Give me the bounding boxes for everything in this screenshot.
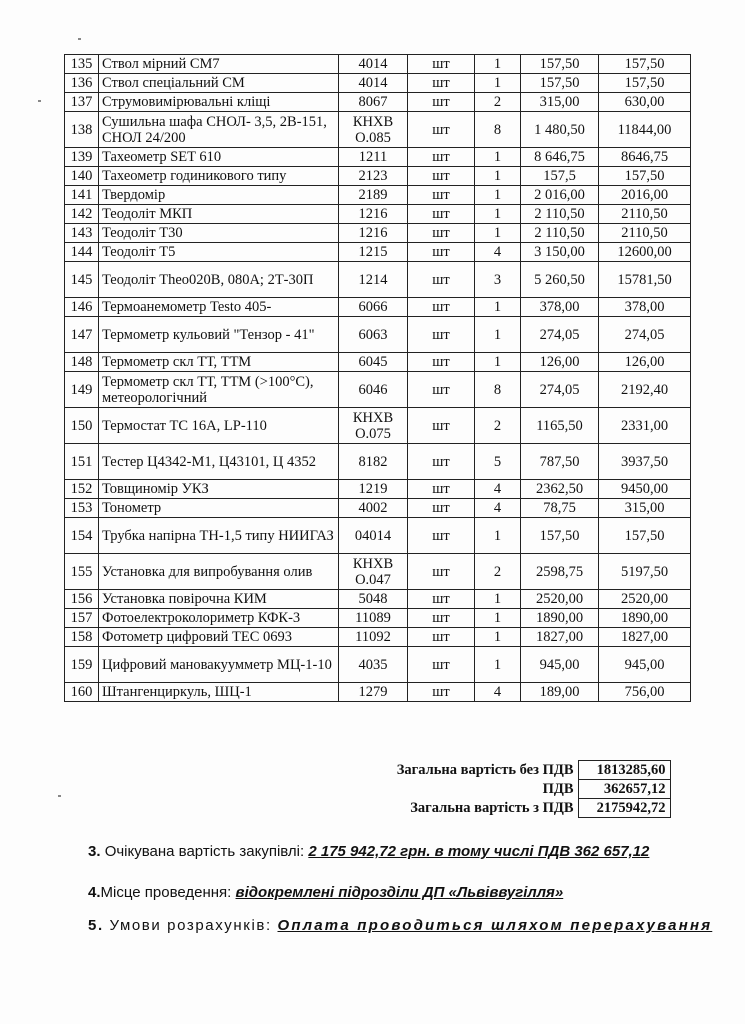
item-code: 6063 — [339, 317, 408, 353]
table-row — [65, 112, 691, 148]
item-total: 274,05 — [599, 317, 691, 353]
item-quantity: 1 — [475, 224, 521, 243]
section-payment-terms — [88, 917, 712, 934]
expected-cost-value: 2 175 942,72 грн. в тому числі ПДВ 362 657,12 — [308, 843, 650, 860]
item-name: Термостат ТС 16А, LP-110 — [99, 408, 339, 444]
item-code: 1211 — [339, 148, 408, 167]
item-code: КНХВ О.085 — [339, 112, 408, 148]
item-quantity: 4 — [475, 683, 521, 702]
row-number: 142 — [65, 205, 99, 224]
row-number: 140 — [65, 167, 99, 186]
vat-label: ПДВ — [542, 781, 574, 797]
vat-value: 362657,12 — [578, 780, 670, 799]
item-total: 1890,00 — [599, 609, 691, 628]
item-quantity: 8 — [475, 112, 521, 148]
item-unit: шт — [408, 353, 475, 372]
item-price: 315,00 — [521, 93, 599, 112]
item-code: 8067 — [339, 93, 408, 112]
item-total: 15781,50 — [599, 262, 691, 298]
row-number: 151 — [65, 444, 99, 480]
table-row — [65, 444, 691, 480]
row-number: 159 — [65, 647, 99, 683]
item-name: Трубка напірна ТН-1,5 типу НИИГАЗ — [99, 518, 339, 554]
item-quantity: 1 — [475, 353, 521, 372]
item-unit: шт — [408, 93, 475, 112]
item-quantity: 4 — [475, 480, 521, 499]
item-name: Ствол спеціальний СМ — [99, 74, 339, 93]
item-unit: шт — [408, 205, 475, 224]
item-name: Товщиномір УКЗ — [99, 480, 339, 499]
item-total: 2110,50 — [599, 205, 691, 224]
item-name: Тонометр — [99, 499, 339, 518]
item-name: Фотометр цифровий ТЕС 0693 — [99, 628, 339, 647]
item-quantity: 2 — [475, 554, 521, 590]
item-quantity: 1 — [475, 628, 521, 647]
row-number: 139 — [65, 148, 99, 167]
item-name: Тахеометр годиникового типу — [99, 167, 339, 186]
item-unit: шт — [408, 647, 475, 683]
table-row — [65, 372, 691, 408]
item-code: 11092 — [339, 628, 408, 647]
item-total: 157,50 — [599, 55, 691, 74]
location-value: відокремлені підрозділи ДП «Львіввугілля» — [235, 884, 564, 901]
table-row — [65, 408, 691, 444]
section-location — [88, 884, 563, 901]
item-name: Термометр кульовий "Тензор - 41" — [99, 317, 339, 353]
item-name: Теодоліт МКП — [99, 205, 339, 224]
section-label: Очікувана вартість закупівлі: — [104, 843, 305, 860]
item-total: 157,50 — [599, 74, 691, 93]
row-number: 146 — [65, 298, 99, 317]
item-total: 2520,00 — [599, 590, 691, 609]
item-price: 1890,00 — [521, 609, 599, 628]
item-name: Тестер Ц4342-М1, Ц43101, Ц 4352 — [99, 444, 339, 480]
item-code: 6066 — [339, 298, 408, 317]
row-number: 157 — [65, 609, 99, 628]
item-price: 945,00 — [521, 647, 599, 683]
item-price: 3 150,00 — [521, 243, 599, 262]
table-row — [65, 93, 691, 112]
total-with-vat-label: Загальна вартість з ПДВ — [410, 800, 574, 816]
item-price: 2362,50 — [521, 480, 599, 499]
item-code: 11089 — [339, 609, 408, 628]
row-number: 158 — [65, 628, 99, 647]
item-total: 2110,50 — [599, 224, 691, 243]
section-number: 3. — [88, 843, 101, 860]
item-code: 1219 — [339, 480, 408, 499]
item-unit: шт — [408, 609, 475, 628]
item-name: Теодоліт Theo020B, 080A; 2Т-30П — [99, 262, 339, 298]
row-number: 138 — [65, 112, 99, 148]
item-name: Сушильна шафа СНОЛ- 3,5, 2В-151, СНОЛ 24/200 — [99, 112, 339, 148]
item-quantity: 1 — [475, 74, 521, 93]
item-price: 1 480,50 — [521, 112, 599, 148]
item-unit: шт — [408, 683, 475, 702]
table-row — [65, 480, 691, 499]
item-total: 3937,50 — [599, 444, 691, 480]
item-code: 1215 — [339, 243, 408, 262]
item-unit: шт — [408, 480, 475, 499]
item-code: 04014 — [339, 518, 408, 554]
item-total: 315,00 — [599, 499, 691, 518]
table-row — [65, 590, 691, 609]
item-code: КНХВ О.075 — [339, 408, 408, 444]
item-quantity: 1 — [475, 55, 521, 74]
item-quantity: 1 — [475, 298, 521, 317]
item-name: Установка повірочна КИМ — [99, 590, 339, 609]
item-code: 6045 — [339, 353, 408, 372]
item-price: 274,05 — [521, 317, 599, 353]
section-label: Умови розрахунків: — [109, 917, 272, 934]
item-total: 630,00 — [599, 93, 691, 112]
item-total: 12600,00 — [599, 243, 691, 262]
row-number: 150 — [65, 408, 99, 444]
row-number: 141 — [65, 186, 99, 205]
item-total: 378,00 — [599, 298, 691, 317]
row-number: 143 — [65, 224, 99, 243]
item-unit: шт — [408, 408, 475, 444]
row-number: 136 — [65, 74, 99, 93]
item-total: 9450,00 — [599, 480, 691, 499]
table-row — [65, 298, 691, 317]
item-quantity: 3 — [475, 262, 521, 298]
item-price: 2520,00 — [521, 590, 599, 609]
total-without-vat-value: 1813285,60 — [578, 761, 670, 780]
item-price: 787,50 — [521, 444, 599, 480]
item-unit: шт — [408, 55, 475, 74]
table-row — [65, 262, 691, 298]
item-total: 756,00 — [599, 683, 691, 702]
row-number: 135 — [65, 55, 99, 74]
table-row — [65, 55, 691, 74]
item-quantity: 1 — [475, 590, 521, 609]
item-price: 8 646,75 — [521, 148, 599, 167]
item-unit: шт — [408, 167, 475, 186]
item-total: 945,00 — [599, 647, 691, 683]
item-code: 2189 — [339, 186, 408, 205]
section-label: Місце проведення: — [100, 884, 232, 901]
item-unit: шт — [408, 628, 475, 647]
item-price: 1165,50 — [521, 408, 599, 444]
total-without-vat-row — [64, 761, 670, 780]
item-price: 2 110,50 — [521, 205, 599, 224]
table-row — [65, 353, 691, 372]
item-name: Теодоліт Т5 — [99, 243, 339, 262]
row-number: 145 — [65, 262, 99, 298]
item-code: 2123 — [339, 167, 408, 186]
table-row — [65, 317, 691, 353]
scan-speck — [58, 795, 61, 797]
item-quantity: 1 — [475, 609, 521, 628]
total-with-vat-row — [64, 799, 670, 818]
item-code: 4002 — [339, 499, 408, 518]
table-row — [65, 148, 691, 167]
item-code: 5048 — [339, 590, 408, 609]
item-price: 126,00 — [521, 353, 599, 372]
item-total: 157,50 — [599, 167, 691, 186]
row-number: 148 — [65, 353, 99, 372]
item-price: 2598,75 — [521, 554, 599, 590]
row-number: 155 — [65, 554, 99, 590]
vat-row — [64, 780, 670, 799]
item-name: Теодоліт Т30 — [99, 224, 339, 243]
section-expected-cost — [88, 843, 649, 860]
item-code: 8182 — [339, 444, 408, 480]
item-quantity: 1 — [475, 317, 521, 353]
item-quantity: 2 — [475, 93, 521, 112]
item-code: 4014 — [339, 55, 408, 74]
table-row — [65, 683, 691, 702]
item-name: Установка для випробування олив — [99, 554, 339, 590]
item-quantity: 1 — [475, 518, 521, 554]
item-quantity: 4 — [475, 499, 521, 518]
item-price: 5 260,50 — [521, 262, 599, 298]
item-quantity: 1 — [475, 186, 521, 205]
row-number: 154 — [65, 518, 99, 554]
table-row — [65, 224, 691, 243]
equipment-table — [64, 54, 691, 702]
item-code: 1216 — [339, 224, 408, 243]
item-quantity: 2 — [475, 408, 521, 444]
item-unit: шт — [408, 74, 475, 93]
item-total: 11844,00 — [599, 112, 691, 148]
item-name: Тахеометр SET 610 — [99, 148, 339, 167]
item-unit: шт — [408, 224, 475, 243]
item-unit: шт — [408, 518, 475, 554]
item-price: 157,50 — [521, 518, 599, 554]
table-row — [65, 167, 691, 186]
table-row — [65, 609, 691, 628]
item-code: 1279 — [339, 683, 408, 702]
item-name: Штангенциркуль, ШЦ-1 — [99, 683, 339, 702]
item-code: 1214 — [339, 262, 408, 298]
item-total: 2016,00 — [599, 186, 691, 205]
item-name: Цифровий мановакуумметр МЦ-1-10 — [99, 647, 339, 683]
item-price: 157,5 — [521, 167, 599, 186]
item-price: 189,00 — [521, 683, 599, 702]
payment-terms-value: Оплата проводиться шляхом перерахування — [277, 917, 713, 934]
item-total: 2331,00 — [599, 408, 691, 444]
item-quantity: 4 — [475, 243, 521, 262]
row-number: 144 — [65, 243, 99, 262]
item-quantity: 1 — [475, 647, 521, 683]
row-number: 147 — [65, 317, 99, 353]
row-number: 153 — [65, 499, 99, 518]
item-total: 5197,50 — [599, 554, 691, 590]
item-unit: шт — [408, 186, 475, 205]
table-row — [65, 186, 691, 205]
item-code: 4014 — [339, 74, 408, 93]
table-row — [65, 647, 691, 683]
row-number: 152 — [65, 480, 99, 499]
table-row — [65, 518, 691, 554]
totals-block — [64, 760, 671, 818]
table-row — [65, 205, 691, 224]
item-name: Термометр скл ТТ, ТТМ — [99, 353, 339, 372]
row-number: 156 — [65, 590, 99, 609]
item-quantity: 1 — [475, 148, 521, 167]
item-total: 157,50 — [599, 518, 691, 554]
item-price: 2 110,50 — [521, 224, 599, 243]
item-unit: шт — [408, 148, 475, 167]
item-price: 378,00 — [521, 298, 599, 317]
item-unit: шт — [408, 590, 475, 609]
table-row — [65, 243, 691, 262]
item-price: 157,50 — [521, 55, 599, 74]
item-name: Фотоелектроколориметр КФК-3 — [99, 609, 339, 628]
item-unit: шт — [408, 444, 475, 480]
table-row — [65, 499, 691, 518]
item-name: Твердомір — [99, 186, 339, 205]
item-unit: шт — [408, 112, 475, 148]
item-name: Термометр скл ТТ, ТТМ (>100°С), метеорологічний — [99, 372, 339, 408]
item-unit: шт — [408, 243, 475, 262]
item-unit: шт — [408, 317, 475, 353]
table-body — [65, 55, 691, 702]
item-quantity: 1 — [475, 205, 521, 224]
item-price: 1827,00 — [521, 628, 599, 647]
row-number: 160 — [65, 683, 99, 702]
table-row — [65, 628, 691, 647]
item-unit: шт — [408, 262, 475, 298]
item-code: 6046 — [339, 372, 408, 408]
item-unit: шт — [408, 499, 475, 518]
row-number: 149 — [65, 372, 99, 408]
table-row — [65, 554, 691, 590]
item-code: КНХВ О.047 — [339, 554, 408, 590]
item-quantity: 8 — [475, 372, 521, 408]
item-unit: шт — [408, 554, 475, 590]
row-number: 137 — [65, 93, 99, 112]
item-name: Струмовимірювальні кліщі — [99, 93, 339, 112]
total-with-vat-value: 2175942,72 — [578, 799, 670, 818]
item-total: 1827,00 — [599, 628, 691, 647]
item-unit: шт — [408, 298, 475, 317]
section-number: 5. — [88, 917, 104, 934]
item-price: 78,75 — [521, 499, 599, 518]
section-number: 4. — [88, 884, 101, 901]
item-total: 8646,75 — [599, 148, 691, 167]
scan-speck — [38, 100, 41, 102]
item-quantity: 5 — [475, 444, 521, 480]
item-code: 4035 — [339, 647, 408, 683]
item-price: 2 016,00 — [521, 186, 599, 205]
item-price: 157,50 — [521, 74, 599, 93]
item-price: 274,05 — [521, 372, 599, 408]
item-total: 2192,40 — [599, 372, 691, 408]
scan-speck — [78, 38, 81, 40]
item-unit: шт — [408, 372, 475, 408]
item-name: Термоанемометр Testo 405- — [99, 298, 339, 317]
table-row — [65, 74, 691, 93]
item-name: Ствол мірний СМ7 — [99, 55, 339, 74]
total-without-vat-label: Загальна вартість без ПДВ — [396, 762, 574, 778]
item-quantity: 1 — [475, 167, 521, 186]
item-code: 1216 — [339, 205, 408, 224]
item-total: 126,00 — [599, 353, 691, 372]
